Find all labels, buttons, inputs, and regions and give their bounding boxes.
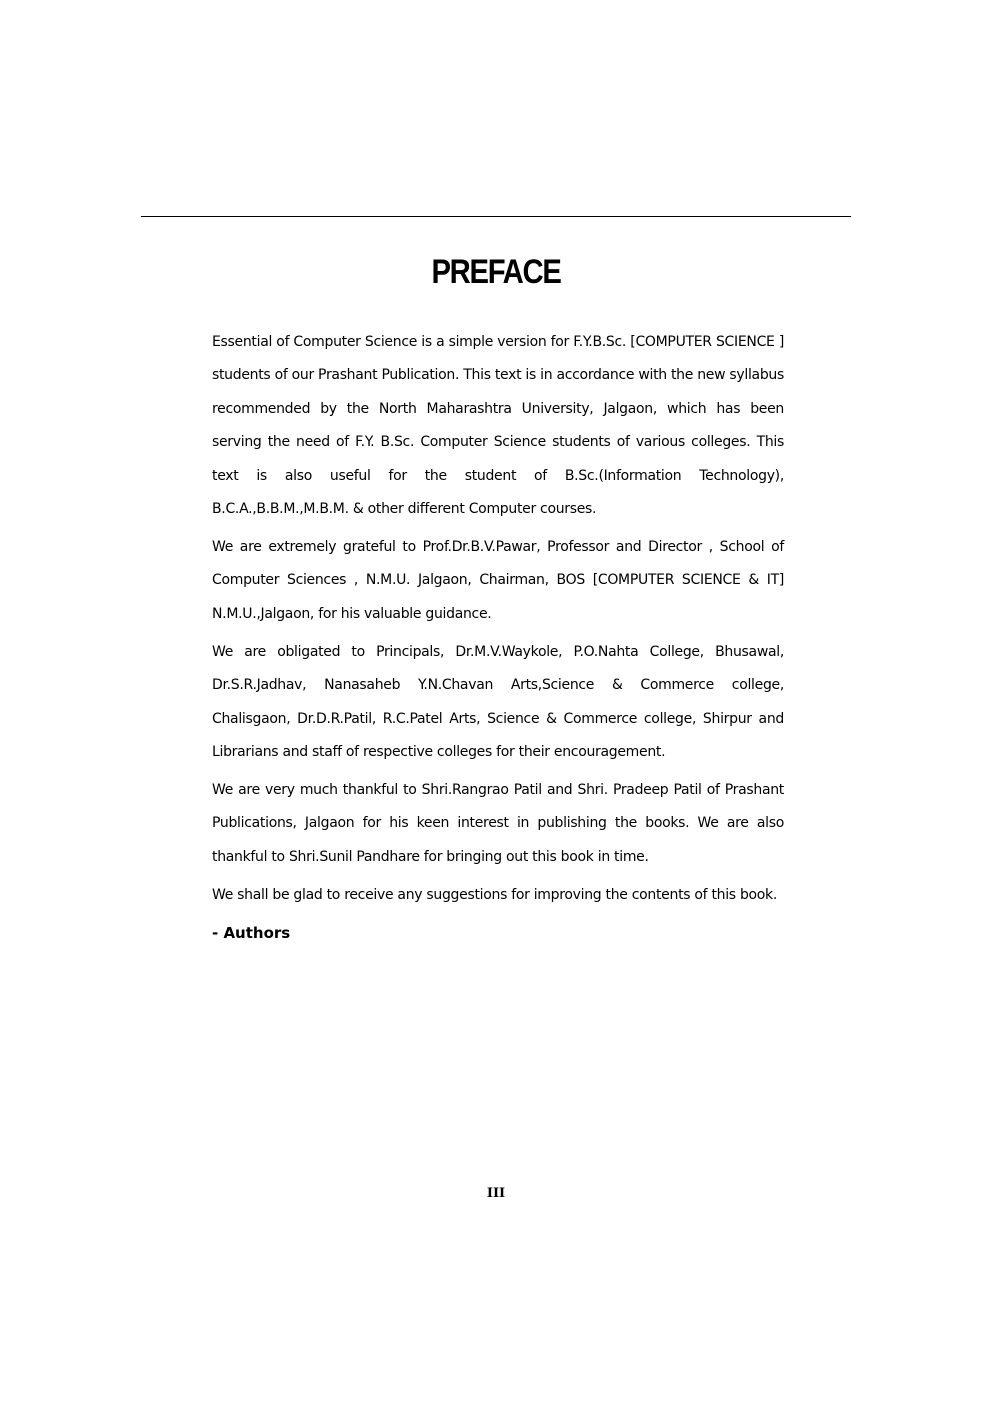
paragraph-suggestions: We shall be glad to receive any suggestions for improving the contents of this book.: [212, 886, 778, 903]
page-number: III: [486, 1186, 506, 1201]
paragraph-obligation: We are obligated to Principals, Dr.M.V.Waykole, P.O.Nahta College, Bhusawal, Dr.S.R.Jadhav, Nanasaheb Y.N.Chavan Arts,Science & Commerce college, Chalisgaon, Dr.D.R.Patil, R.C.Patel Arts, Science & Commerce college, Shirpur and Librarians and staff of respective colleges for their encouragement.: [212, 643, 784, 761]
paragraph-thanks: We are very much thankful to Shri.Rangrao Patil and Shri. Pradeep Patil of Prashant Publications, Jalgaon for his keen interest in publishing the books. We are also thankful to Shri.Sunil Pandhare for bringing out this book in time.: [212, 782, 784, 865]
header-rule: [141, 216, 851, 217]
page-title: PREFACE: [431, 253, 561, 291]
authors-signoff: - Authors: [212, 923, 291, 942]
preface-body: [212, 326, 784, 955]
paragraph-intro: Essential of Computer Science is a simple version for F.Y.B.Sc. [COMPUTER SCIENCE ] students of our Prashant Publication. This text is in accordance with the new syllabus recommended by the North Maharashtra University, Jalgaon, which has been serving the need of F.Y. B.Sc. Computer Science students of various colleges. This text is also useful for the student of B.Sc.(Information Technology), B.C.A.,B.B.M.,M.B.M. & other different Computer courses.: [212, 334, 784, 518]
paragraph-gratitude: We are extremely grateful to Prof.Dr.B.V.Pawar, Professor and Director , School of Computer Sciences , N.M.U. Jalgaon, Chairman, BOS [COMPUTER SCIENCE & IT] N.M.U.,Jalgaon, for his valuable guidance.: [212, 539, 784, 622]
